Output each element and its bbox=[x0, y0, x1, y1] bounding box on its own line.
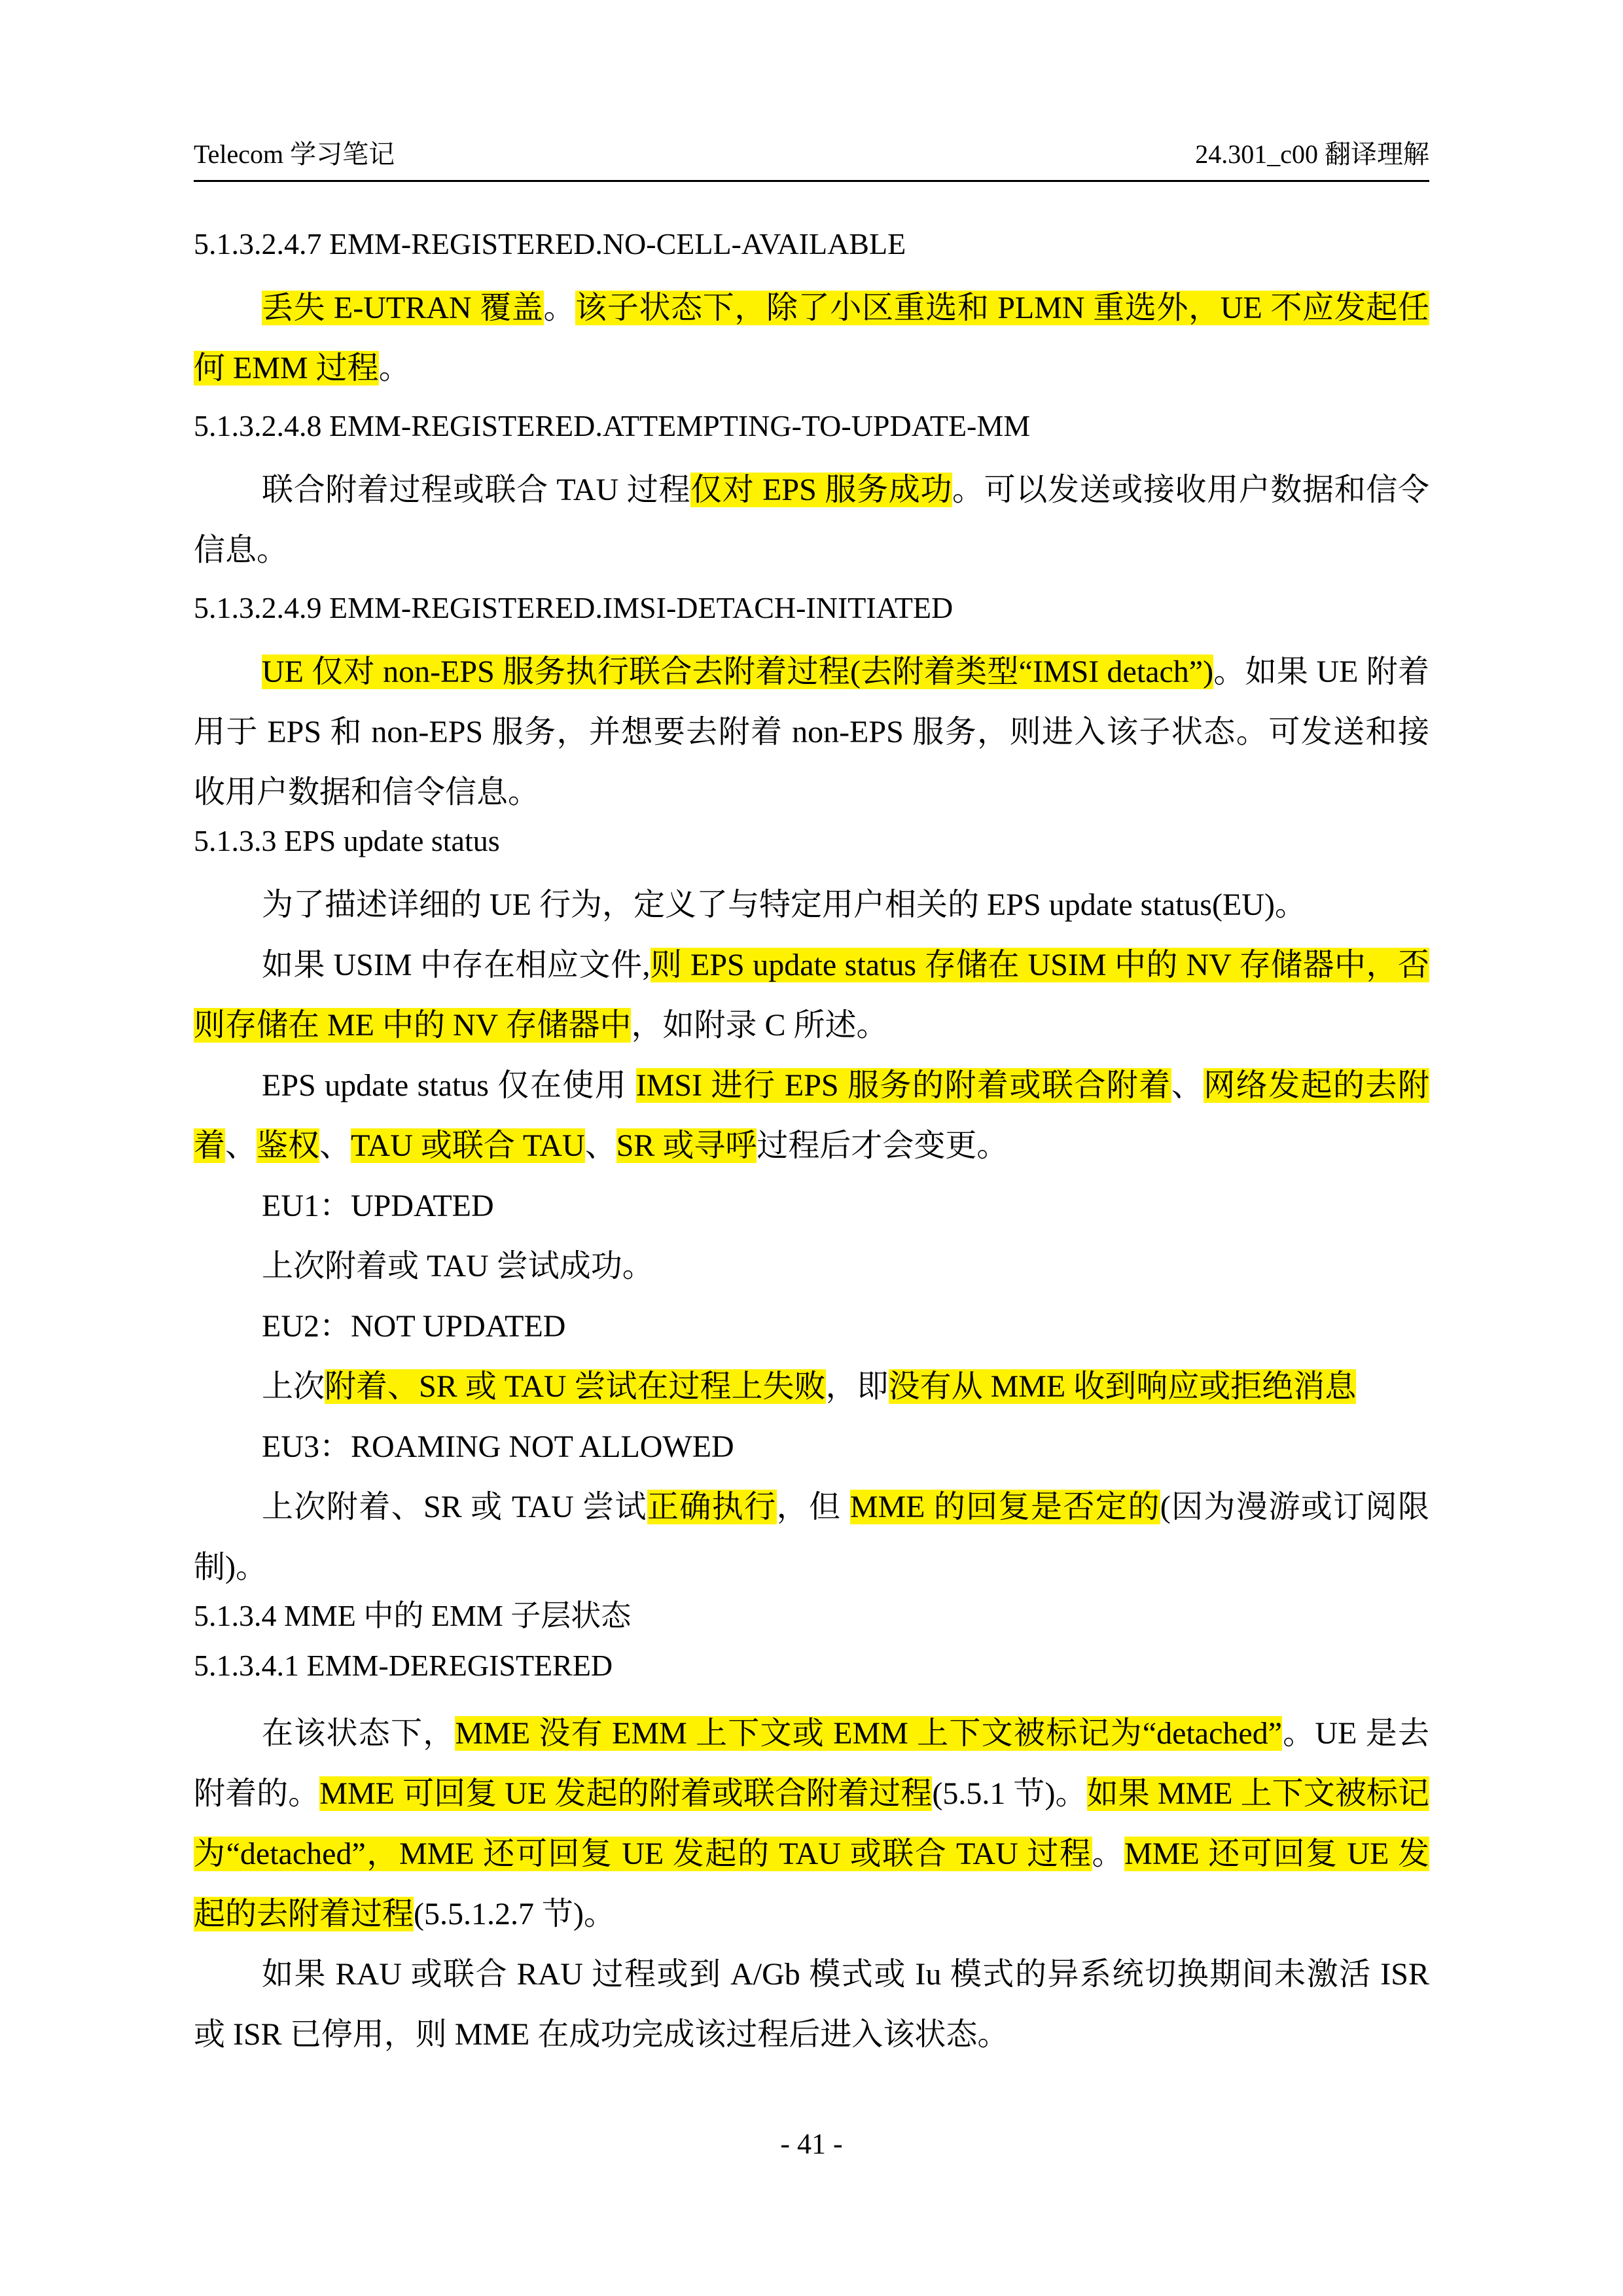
eu3-description: 上次附着、SR 或 TAU 尝试正确执行，但 MME 的回复是否定的(因为漫游或订阅限制)。 bbox=[194, 1490, 1429, 1585]
eu1-label: EU1：UPDATED bbox=[262, 1189, 494, 1223]
paragraph-emm-deregistered-entry: 如果 RAU 或联合 RAU 过程或到 A/Gb 模式或 Iu 模式的异系统切换期间未激活 ISR 或 ISR 已停用，则 MME 在成功完成该过程后进入该状态。 bbox=[194, 1957, 1429, 2052]
section-heading-emm-deregistered: 5.1.3.4.1 EMM-DEREGISTERED bbox=[194, 1649, 613, 1682]
paragraph-eps-update-status-intro: 为了描述详细的 UE 行为，定义了与特定用户相关的 EPS update status(EU)。 bbox=[262, 888, 1306, 922]
paragraph-attempting-to-update-mm: 联合附着过程或联合 TAU 过程仅对 EPS 服务成功。可以发送或接收用户数据和信令信息。 bbox=[194, 473, 1429, 567]
eu3-label: EU3：ROAMING NOT ALLOWED bbox=[262, 1429, 734, 1464]
highlight: 正确执行 bbox=[647, 1490, 777, 1524]
highlight: MME 没有 EMM 上下文或 EMM 上下文被标记为“detached” bbox=[455, 1716, 1283, 1751]
highlight: 仅对 EPS 服务成功 bbox=[690, 473, 952, 507]
highlight: TAU 或联合 TAU bbox=[351, 1128, 585, 1163]
highlight: 附着、SR 或 TAU 尝试在过程上失败 bbox=[325, 1369, 826, 1404]
section-heading-mme-emm-states: 5.1.3.4 MME 中的 EMM 子层状态 bbox=[194, 1599, 632, 1632]
highlight: 没有从 MME 收到响应或拒绝消息 bbox=[888, 1369, 1357, 1404]
header-doc-id: 24.301_c00 翻译理解 bbox=[1195, 139, 1429, 169]
section-heading-no-cell-available: 5.1.3.2.4.7 EMM-REGISTERED.NO-CELL-AVAILABLE bbox=[194, 227, 906, 260]
highlight: MME 可回复 UE 发起的附着或联合附着过程 bbox=[319, 1776, 933, 1811]
paragraph-emm-deregistered: 在该状态下，MME 没有 EMM 上下文或 EMM 上下文被标记为“detached”。UE 是去附着的。MME 可回复 UE 发起的附着或联合附着过程(5.5.1 节)。如果 MME 上下文被标记为“detached”，MME 还可回复 UE 发起的 TAU 或联合 TAU 过程。MME 还可回复 UE 发起的去附着过程(5.5.1.2.7 节)。 bbox=[194, 1716, 1429, 1931]
paragraph-eps-update-status-storage: 如果 USIM 中存在相应文件,则 EPS update status 存储在 USIM 中的 NV 存储器中，否则存储在 ME 中的 NV 存储器中，如附录 C 所述。 bbox=[194, 948, 1429, 1043]
highlight: UE 仅对 non-EPS 服务执行联合去附着过程(去附着类型“IMSI detach”) bbox=[262, 655, 1214, 689]
paragraph-eps-update-status-change: EPS update status 仅在使用 IMSI 进行 EPS 服务的附着或联合附着、网络发起的去附着、鉴权、TAU 或联合 TAU、SR 或寻呼过程后才会变更。 bbox=[194, 1068, 1429, 1163]
highlight: IMSI 进行 EPS 服务的附着或联合附着 bbox=[635, 1068, 1171, 1103]
highlight: 丢失 E-UTRAN 覆盖 bbox=[262, 291, 544, 325]
page-number: - 41 - bbox=[780, 2128, 843, 2160]
eu2-label: EU2：NOT UPDATED bbox=[262, 1309, 566, 1344]
highlight: 网络发起的去附着 bbox=[194, 1068, 1429, 1163]
highlight: 则 EPS update status 存储在 USIM 中的 NV 存储器中，否则存储在 ME 中的 NV 存储器中 bbox=[194, 948, 1429, 1043]
page-header bbox=[194, 134, 1429, 182]
section-heading-attempting-to-update-mm: 5.1.3.2.4.8 EMM-REGISTERED.ATTEMPTING-TO-UPDATE-MM bbox=[194, 409, 1031, 442]
highlight: 该子状态下，除了小区重选和 PLMN 重选外，UE 不应发起任何 EMM 过程 bbox=[194, 291, 1429, 386]
eu1-description: 上次附着或 TAU 尝试成功。 bbox=[262, 1249, 654, 1283]
highlight: 鉴权 bbox=[257, 1128, 320, 1163]
highlight: SR 或寻呼 bbox=[616, 1128, 757, 1163]
section-heading-imsi-detach-initiated: 5.1.3.2.4.9 EMM-REGISTERED.IMSI-DETACH-INITIATED bbox=[194, 591, 954, 624]
header-title: Telecom 学习笔记 bbox=[194, 139, 395, 169]
page-content bbox=[194, 226, 1429, 2065]
paragraph-no-cell-available: 丢失 E-UTRAN 覆盖。该子状态下，除了小区重选和 PLMN 重选外，UE 不应发起任何 EMM 过程。 bbox=[194, 291, 1429, 386]
section-heading-eps-update-status: 5.1.3.3 EPS update status bbox=[194, 824, 500, 857]
highlight: MME 的回复是否定的 bbox=[849, 1490, 1160, 1524]
paragraph-imsi-detach-initiated: UE 仅对 non-EPS 服务执行联合去附着过程(去附着类型“IMSI detach”)。如果 UE 附着用于 EPS 和 non-EPS 服务，并想要去附着 non-EPS 服务，则进入该子状态。可发送和接收用户数据和信令信息。 bbox=[194, 655, 1429, 810]
eu2-description: 上次附着、SR 或 TAU 尝试在过程上失败，即没有从 MME 收到响应或拒绝消息 bbox=[262, 1369, 1357, 1404]
highlight: 如果 MME 上下文被标记为“detached”，MME 还可回复 UE 发起的 TAU 或联合 TAU 过程 bbox=[194, 1776, 1429, 1871]
highlight: MME 还可回复 UE 发起的去附着过程 bbox=[194, 1837, 1429, 1931]
